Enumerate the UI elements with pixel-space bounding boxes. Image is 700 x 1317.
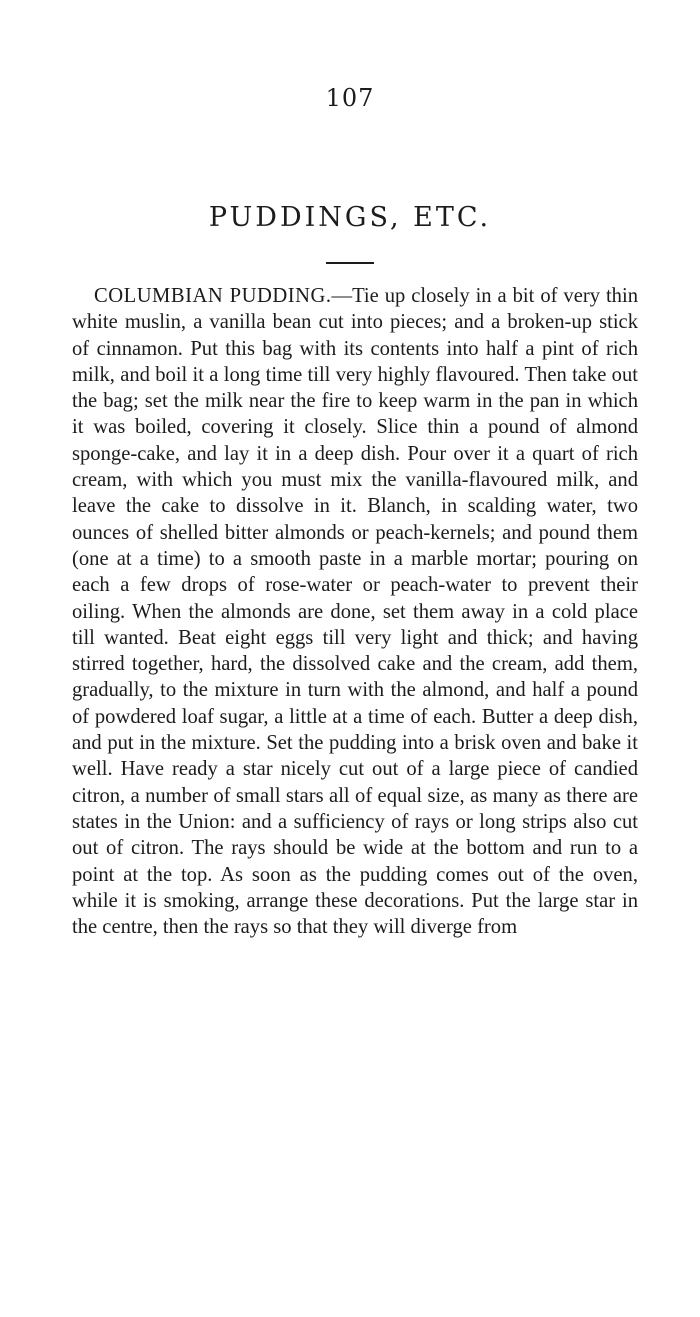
title-divider bbox=[326, 262, 374, 264]
recipe-text: —Tie up closely in a bit of very thin white muslin, a vanilla bean cut into pieces; and a broken-up stick of cinnamon. Put this bag with its contents into half a pint of rich milk, and boil it a long time till very highly flavoured. Then take out the bag; set the milk near the fire to keep warm in the pan in which it was boiled, covering it closely. Slice thin a pound of almond sponge-cake, and lay it in a deep dish. Pour over it a quart of rich cream, with which you must mix the vanilla-flavoured milk, and leave the cake to dissolve in it. Blanch, in scalding water, two ounces of shelled bitter almonds or peach-kernels; and pound them (one at a time) to a smooth paste in a marble mortar; pouring on each a few drops of rose-water or peach-water to prevent their oiling. When the almonds are done, set them away in a cold place till wanted. Beat eight eggs till very light and thick; and having stirred together, hard, the dissolved cake and the cream, add them, gradually, to the mixture in turn with the almond, and half a pound of powdered loaf sugar, a little at a time of each. Butter a deep dish, and put in the mixture. Set the pudding into a brisk oven and bake it well. Have ready a star nicely cut out of a large piece of candied citron, a number of small stars all of equal size, as many as there are states in the Union: and a sufficiency of rays or long strips also cut out of citron. The rays should be wide at the bottom and run to a point at the top. As soon as the pudding comes out of the oven, while it is smoking, arrange these decorations. Put the large star in the centre, then the rays so that they will diverge from bbox=[72, 285, 638, 939]
section-title: PUDDINGS, ETC. bbox=[208, 202, 492, 233]
recipe-name: COLUMBIAN PUDDING. bbox=[94, 285, 332, 307]
page-number: 107 bbox=[325, 84, 375, 112]
recipe-paragraph bbox=[72, 283, 638, 940]
